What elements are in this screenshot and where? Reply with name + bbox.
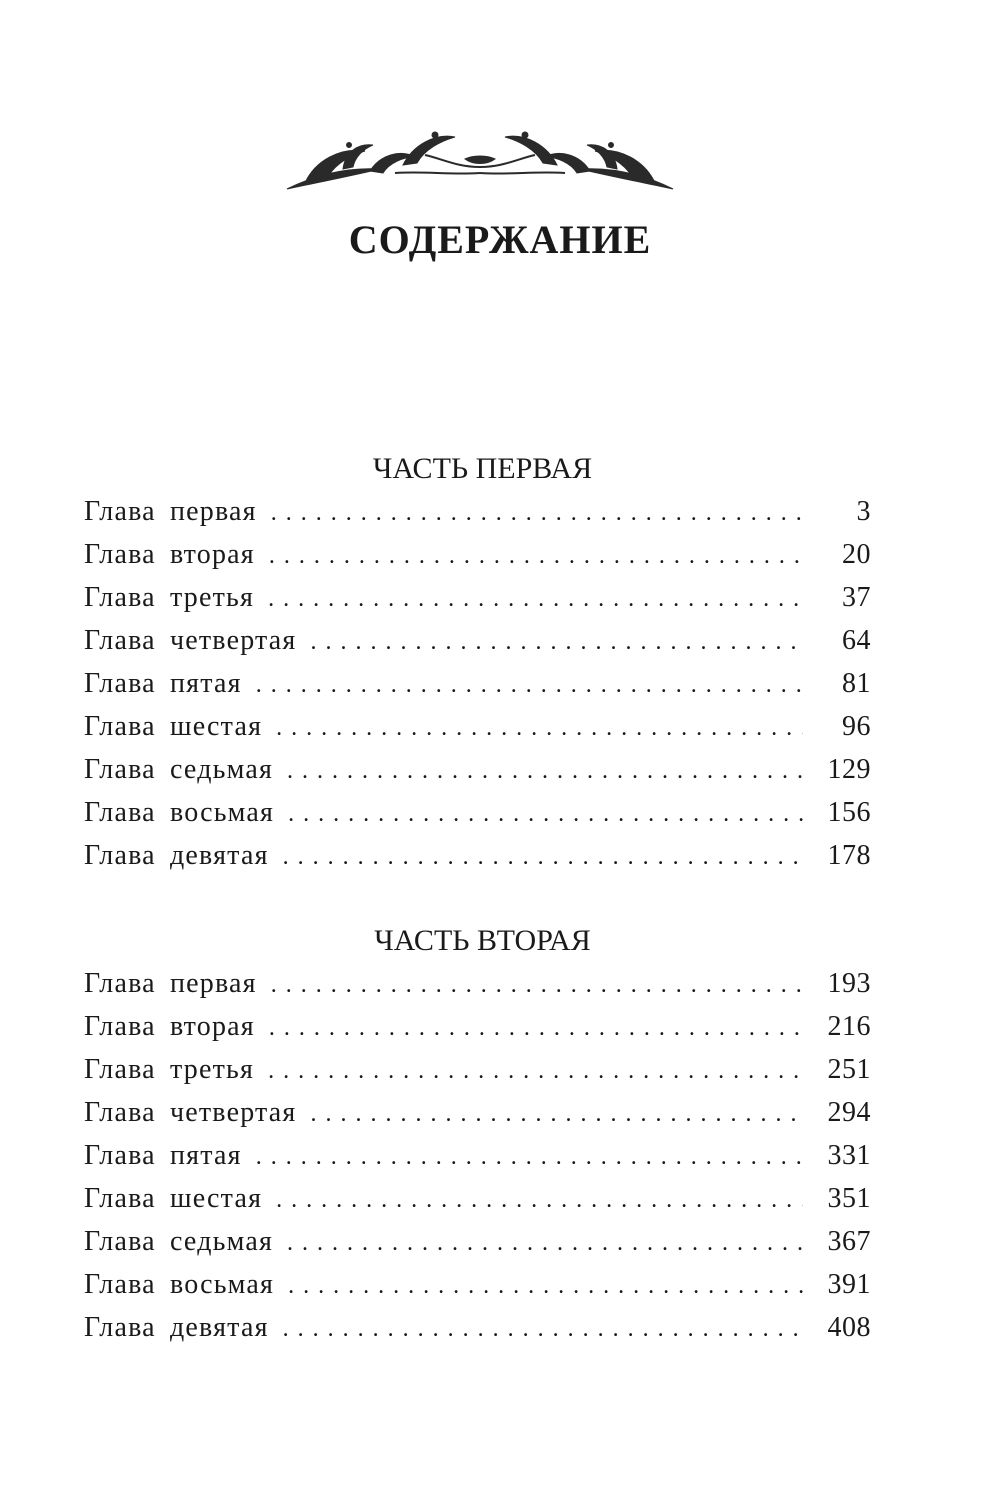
dot-leader: [288, 793, 803, 836]
dot-leader: [256, 664, 803, 707]
dot-leader: [276, 707, 803, 750]
page-number: 129: [827, 754, 871, 785]
chapter-label: Глава седьмая: [84, 1226, 274, 1257]
page-number: 20: [842, 539, 871, 570]
chapter-label: Глава восьмая: [84, 797, 275, 828]
chapter-label: Глава вторая: [84, 1011, 255, 1042]
toc-entry[interactable]: [84, 533, 871, 576]
dot-leader: [311, 1093, 803, 1136]
toc-entry[interactable]: [84, 1220, 871, 1263]
chapter-label: Глава седьмая: [84, 754, 274, 785]
part-title: ЧАСТЬ ВТОРАЯ: [374, 924, 591, 957]
chapter-list: [84, 490, 871, 877]
dot-leader: [256, 1136, 803, 1179]
dot-leader: [271, 492, 803, 535]
chapter-label: Глава первая: [84, 496, 257, 527]
chapter-label: Глава четвертая: [84, 625, 297, 656]
page-number: 216: [827, 1011, 871, 1042]
dot-leader: [283, 1308, 803, 1351]
toc-entry[interactable]: [84, 962, 871, 1005]
page-number: 81: [842, 668, 871, 699]
part-title: ЧАСТЬ ПЕРВАЯ: [372, 452, 593, 485]
page-number: 367: [827, 1226, 871, 1257]
dot-leader: [269, 1007, 803, 1050]
page-number: 156: [827, 797, 871, 828]
chapter-label: Глава девятая: [84, 1312, 269, 1343]
toc-entry[interactable]: [84, 576, 871, 619]
toc-entry[interactable]: [84, 662, 871, 705]
page-number: 178: [827, 840, 871, 871]
chapter-label: Глава шестая: [84, 711, 263, 742]
chapter-label: Глава третья: [84, 582, 255, 613]
dot-leader: [271, 964, 803, 1007]
page-number: 351: [827, 1183, 871, 1214]
dot-leader: [311, 621, 803, 664]
toc-entry[interactable]: [84, 619, 871, 662]
floral-flourish-icon: [285, 125, 675, 195]
toc-entry[interactable]: [84, 490, 871, 533]
page-number: 251: [827, 1054, 871, 1085]
toc-entry[interactable]: [84, 1048, 871, 1091]
toc-entry[interactable]: [84, 1263, 871, 1306]
page-number: 96: [842, 711, 871, 742]
dot-leader: [268, 578, 803, 621]
dot-leader: [287, 1222, 803, 1265]
dot-leader: [287, 750, 803, 793]
toc-entry[interactable]: [84, 1177, 871, 1220]
chapter-label: Глава восьмая: [84, 1269, 275, 1300]
page-number: 37: [842, 582, 871, 613]
chapter-label: Глава четвертая: [84, 1097, 297, 1128]
dot-leader: [268, 1050, 803, 1093]
toc-entry[interactable]: [84, 791, 871, 834]
chapter-label: Глава третья: [84, 1054, 255, 1085]
dot-leader: [283, 836, 803, 879]
page-number: 331: [827, 1140, 871, 1171]
chapter-list: [84, 962, 871, 1349]
toc-entry[interactable]: [84, 834, 871, 877]
toc-entry[interactable]: [84, 1091, 871, 1134]
chapter-label: Глава пятая: [84, 668, 242, 699]
page-number: 294: [827, 1097, 871, 1128]
chapter-label: Глава пятая: [84, 1140, 242, 1171]
toc-entry[interactable]: [84, 1005, 871, 1048]
dot-leader: [288, 1265, 803, 1308]
page-number: 64: [842, 625, 871, 656]
chapter-label: Глава первая: [84, 968, 257, 999]
part-section: [84, 920, 871, 1349]
chapter-label: Глава шестая: [84, 1183, 263, 1214]
page-number: 193: [827, 968, 871, 999]
page-number: 3: [856, 496, 871, 527]
page-number: 408: [827, 1312, 871, 1343]
toc-entry[interactable]: [84, 748, 871, 791]
part-section: [84, 448, 871, 877]
chapter-label: Глава вторая: [84, 539, 255, 570]
chapter-label: Глава девятая: [84, 840, 269, 871]
dot-leader: [269, 535, 803, 578]
toc-entry[interactable]: [84, 1134, 871, 1177]
toc-entry[interactable]: [84, 1306, 871, 1349]
page-number: 391: [827, 1269, 871, 1300]
page-title: СОДЕРЖАНИЕ: [348, 217, 652, 262]
toc-entry[interactable]: [84, 705, 871, 748]
dot-leader: [276, 1179, 803, 1222]
